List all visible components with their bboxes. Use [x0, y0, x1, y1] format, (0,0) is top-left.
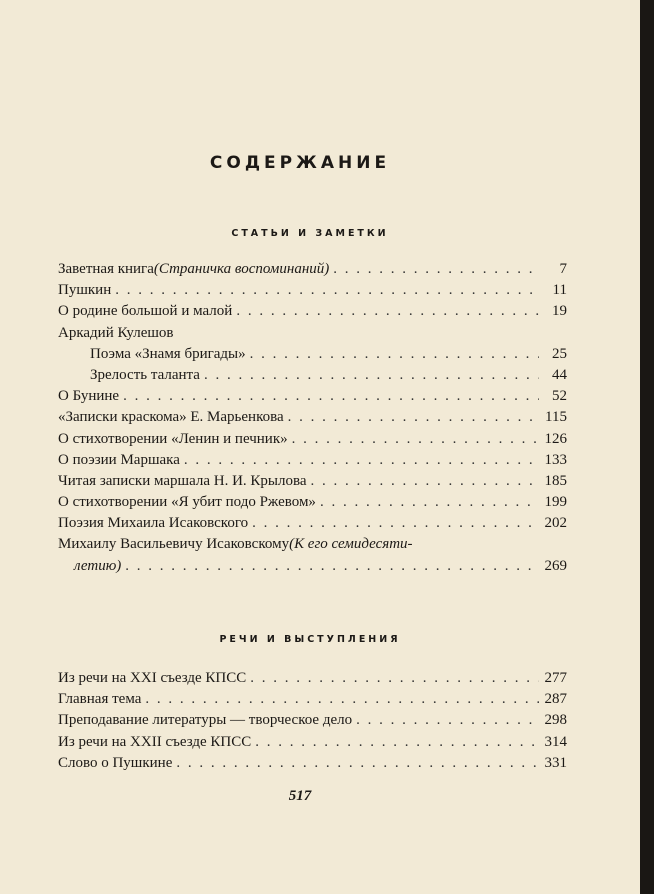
entry-title: Михаилу Васильевичу Исаковскому: [58, 536, 290, 553]
toc-group-heading: [58, 323, 567, 344]
entry-title: Поэзия Михаила Исаковского: [58, 515, 249, 532]
toc-entry[interactable]: [58, 407, 567, 428]
dot-leader: [311, 471, 539, 492]
entry-page: 202: [544, 515, 567, 532]
entry-title: Заветная книга: [58, 261, 154, 277]
toc-entry[interactable]: [58, 732, 567, 753]
dot-leader: [145, 689, 539, 710]
toc-entry[interactable]: [58, 280, 567, 301]
entry-title: Слово о Пушкине: [58, 754, 173, 771]
toc-entry-continuation[interactable]: [58, 556, 567, 577]
page-title: СОДЕРЖАНИЕ: [209, 153, 391, 173]
toc-entry[interactable]: [58, 689, 567, 710]
entry-page: 269: [544, 557, 567, 574]
entry-title: О стихотворении «Я убит подо Ржевом»: [58, 494, 316, 511]
entry-page: 277: [544, 670, 567, 686]
dot-leader: [176, 753, 539, 774]
dot-leader: [255, 732, 539, 753]
entry-page: 331: [544, 754, 567, 771]
entry-subtitle: (Страничка воспоминаний): [153, 261, 330, 277]
entry-page: 7: [559, 261, 567, 277]
dot-leader: [125, 556, 539, 577]
toc-entry[interactable]: [58, 450, 567, 471]
entry-title: О родине большой и малой: [58, 303, 233, 320]
entry-page: 298: [544, 712, 567, 729]
dot-leader: [204, 365, 539, 386]
dot-leader: [288, 407, 539, 428]
dot-leader: [250, 668, 539, 689]
dot-leader: [320, 492, 539, 513]
dot-leader: [250, 344, 539, 365]
toc-entry[interactable]: [58, 301, 567, 322]
entry-page: 185: [544, 472, 567, 489]
entry-page: 19: [552, 303, 567, 320]
section-heading: РЕЧИ И ВЫСТУПЛЕНИЯ: [219, 634, 401, 645]
entry-title: О поэзии Маршака: [58, 451, 180, 468]
dot-leader: [115, 280, 539, 301]
entry-page: 25: [552, 345, 567, 362]
dot-leader: [236, 301, 539, 322]
entry-title: Из речи на XXII съезде КПСС: [58, 733, 252, 750]
toc-entry[interactable]: [58, 429, 567, 450]
toc-list-speeches: [58, 668, 567, 774]
entry-subtitle: (К его семидесяти-: [289, 536, 413, 553]
entry-title: Читая записки маршала Н. И. Крылова: [58, 472, 307, 489]
entry-title: О стихотворении «Ленин и печник»: [58, 430, 288, 447]
toc-entry[interactable]: [58, 365, 567, 386]
toc-entry[interactable]: [58, 259, 567, 280]
entry-page: 52: [552, 388, 567, 405]
entry-page: 44: [552, 366, 567, 383]
entry-page: 11: [552, 282, 567, 299]
entry-title: Зрелость таланта: [90, 366, 200, 383]
entry-page: 287: [544, 691, 567, 708]
toc-entry[interactable]: [58, 513, 567, 534]
toc-entry[interactable]: [58, 710, 567, 731]
entry-title: «Записки краскома» Е. Марьенкова: [58, 409, 284, 426]
entry-title: Пушкин: [58, 282, 112, 299]
entry-subtitle: летию): [74, 557, 122, 574]
entry-title: Поэма «Знамя бригады»: [90, 345, 246, 362]
toc-entry[interactable]: [58, 492, 567, 513]
toc-entry[interactable]: [58, 386, 567, 407]
entry-page: 199: [544, 494, 567, 511]
entry-title: Аркадий Кулешов: [58, 324, 174, 341]
entry-page: 126: [544, 430, 567, 447]
dot-leader: [292, 429, 539, 450]
page-number: 517: [288, 788, 312, 804]
toc-list-articles: [58, 259, 567, 577]
entry-title: О Бунине: [58, 388, 120, 405]
toc-entry[interactable]: [58, 668, 567, 689]
dot-leader: [252, 513, 539, 534]
toc-entry[interactable]: [58, 534, 567, 555]
section-heading: СТАТЬИ И ЗАМЕТКИ: [231, 228, 389, 239]
entry-page: 115: [545, 409, 567, 426]
dot-leader: [123, 386, 539, 407]
dot-leader: [333, 259, 539, 280]
entry-title: Из речи на XXI съезде КПСС: [58, 670, 247, 686]
dot-leader: [184, 450, 539, 471]
toc-entry[interactable]: [58, 344, 567, 365]
dot-leader: [356, 710, 539, 731]
entry-title: Главная тема: [58, 691, 142, 708]
entry-page: 314: [544, 733, 567, 750]
entry-title: Преподавание литературы — творческое дело: [58, 712, 353, 729]
toc-entry[interactable]: [58, 471, 567, 492]
toc-entry[interactable]: [58, 753, 567, 774]
entry-page: 133: [544, 451, 567, 468]
